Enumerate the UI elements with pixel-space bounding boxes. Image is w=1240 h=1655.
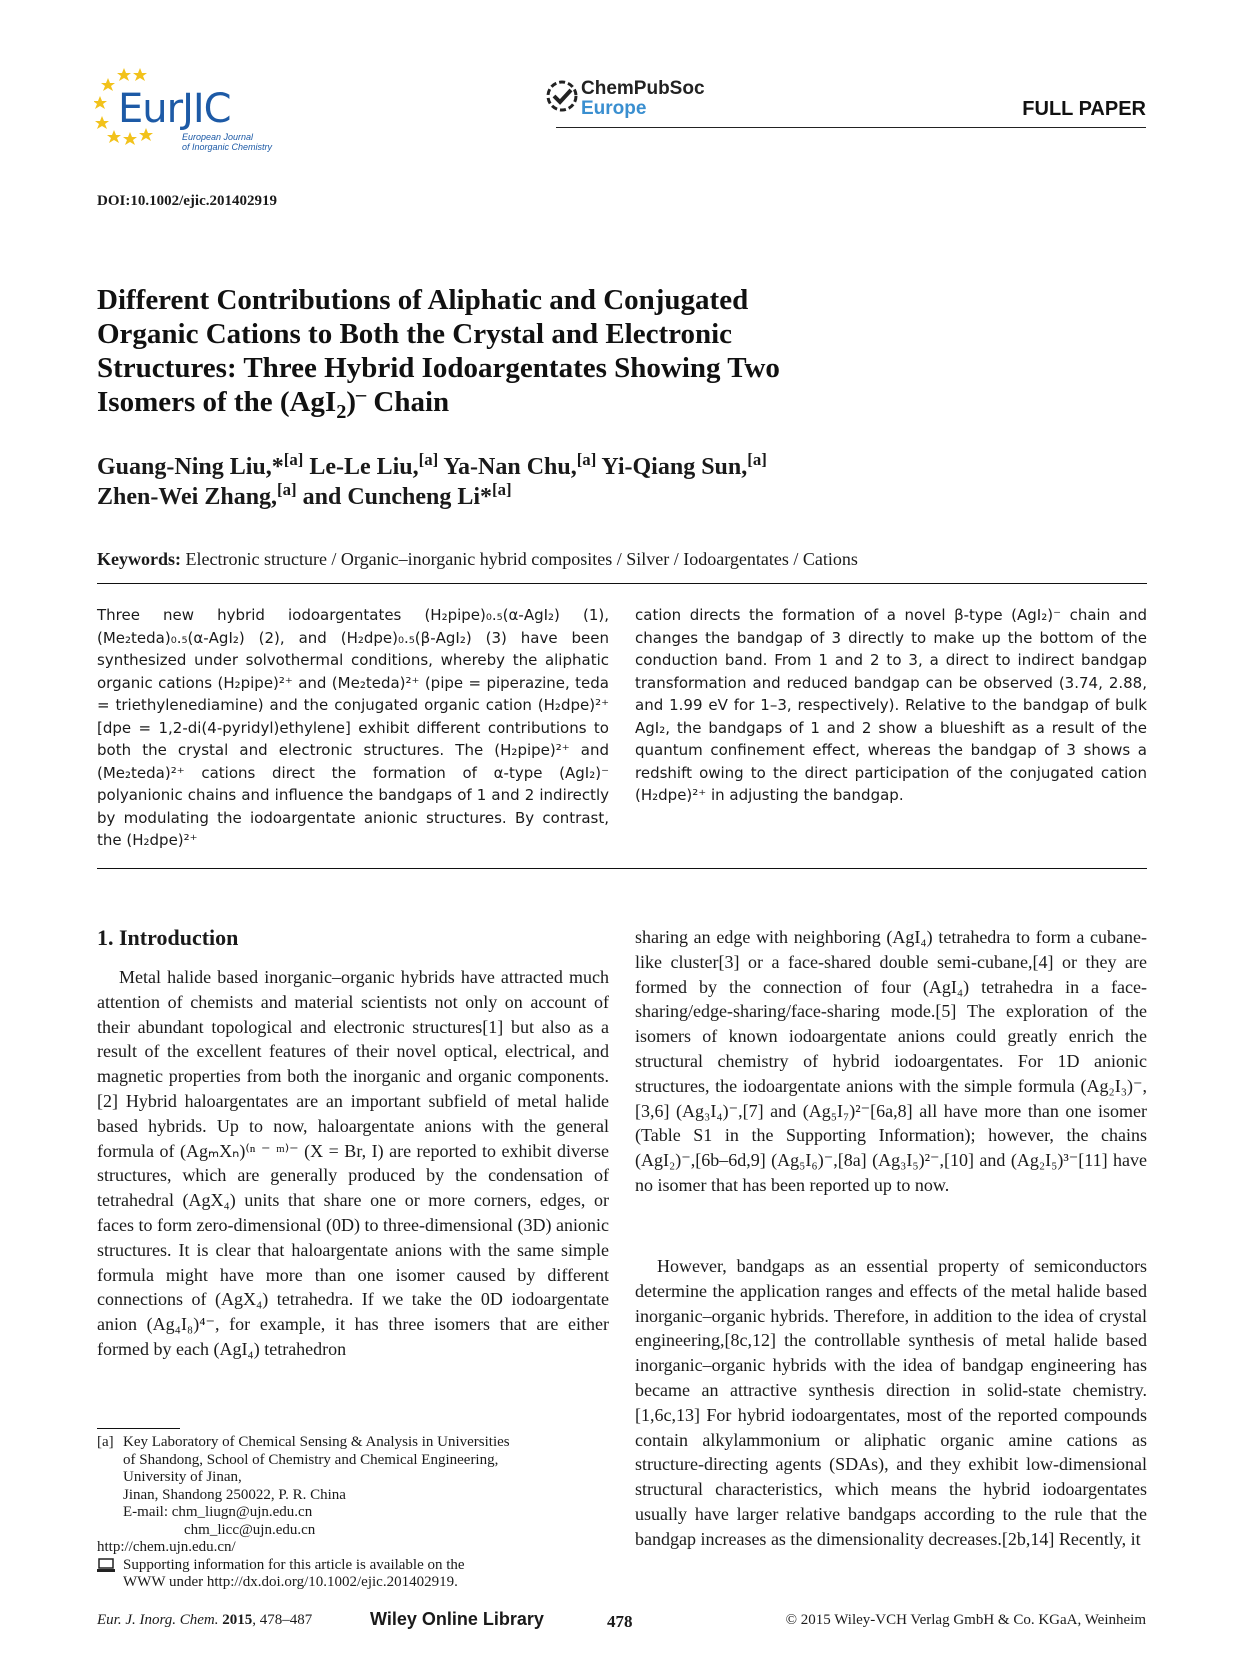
article-title: Different Contributions of Aliphatic and Conjugated Organic Cations to Both the Crystal and Electronic Structures: Three Hybrid Iodoargentates Showing Two Isomers of the (AgI$_2$)– Chain xyxy=(97,284,780,423)
footer-citation: Eur. J. Inorg. Chem. 2015, 478–487 xyxy=(97,1612,313,1628)
intro-left-paragraph: Metal halide based inorganic–organic hybrids have attracted much attention of chemists and material scientists not only on account of their abundant topological and electronic structures[1] but also as a result of the excellent features of their novel optical, electrical, and magnetic properties from both the inorganic and organic components.[2] Hybrid haloargentates are an important subfield of metal halide based hybrids. Up to now, haloargentate anions with the general formula of (AgₘXₙ)⁽ⁿ ⁻ ᵐ⁾⁻ (X = Br, I) are reported to exhibit diverse structures, which are generally produced by the condensation of tetrahedral (AgX₄) units that share one or more corners, edges, or faces to form zero-dimensional (0D) to three-dimensional (3D) anionic structures. It is clear that haloargentate anions with the same simple formula might have more than one isomer caused by different connections of (AgX₄) tetrahedra. If we take the 0D iodoargentate anion (Ag₄I₈)⁴⁻, for example, it has three isomers that are either formed by each (AgI₄) tetrahedron xyxy=(97,967,609,1359)
copyright: © 2015 Wiley-VCH Verlag GmbH & Co. KGaA, Weinheim xyxy=(785,1612,1146,1628)
computer-icon xyxy=(97,1557,123,1592)
affiliation-footnote: [a] Key Laboratory of Chemical Sensing & Analysis in Universities of Shandong, School of Chemistry and Chemical Engineering, University of Jinan, Jinan, Shandong 250022, P. R. China E-mail: chm_liugn@ujn.edu.cn chm_licc@ujn.edu.cn http://chem.ujn.edu.cn/ Supporting information for this article is available on the WWW under http://dx.doi.org/10.1002/ejic.201402919. xyxy=(97,1434,510,1590)
journal-logo xyxy=(94,66,294,156)
intro-right-paragraph-2: However, bandgaps as an essential property of semiconductors determine the application ranges and effects of the metal halide based inorganic–organic hybrids. Therefore, in addition to the idea of crystal engineering,[8c,12] the controllable synthesis of metal halide based inorganic–organic hybrids with the idea of bandgap engineering has became an attractive synthesis direction in solid-state chemistry.[1,6c,13] For hybrid iodoargentates, most of the reported compounds contain alkylammonium or aliphatic organic amine cations as structure-directing agents (SDAs), and they exhibit low-dimensional structural characteristics, which means the hybrid iodoargentates usually have larger relative bandgaps according to the rule that the bandgap increases as the dimensionality decreases.[2b,14] Recently, it xyxy=(635,1256,1147,1549)
journal-logo-subtitle: European Journal of Inorganic Chemistry xyxy=(182,132,273,152)
chempubsoc-emblem-icon xyxy=(545,76,579,116)
section-heading: 1. Introduction xyxy=(97,925,239,950)
author-list: Guang-Ning Liu,*[a] Le-Le Liu,[a] Ya-Nan Chu,[a] Yi-Qiang Sun,[a] Zhen-Wei Zhang,[a] and Cuncheng Li*[a] xyxy=(97,450,767,510)
keywords-rule xyxy=(97,583,1147,584)
publisher-logo-line2: Europe xyxy=(581,98,647,119)
wiley-online-library: Wiley Online Library xyxy=(370,1609,544,1629)
keywords: Keywords: Electronic structure / Organic–inorganic hybrid composites / Silver / Iodoargentates / Cations xyxy=(97,549,858,569)
doi: DOI:10.1002/ejic.201402919 xyxy=(97,193,277,209)
abstract-right: cation directs the formation of a novel β-type (AgI₂)⁻ chain and changes the bandgap of 3 directly to make up the bottom of the conduction band. From 1 and 2 to 3, a direct to indirect bandgap transformation and reduced bandgap can be observed (3.74, 2.88, and 1.99 eV for 1–3, respectively). Relative to the bandgap of bulk AgI₂, the bandgaps of 1 and 2 show a blueshift as a result of the quantum confinement effect, whereas the bandgap of 3 shows a redshift owing to the direct participation of the conjugated cation (H₂dpe)²⁺ in adjusting the bandgap. xyxy=(635,606,1147,804)
page-number: 478 xyxy=(607,1612,633,1631)
publisher-logo-line1: ChemPubSoc xyxy=(581,78,705,99)
intro-right-paragraph-1: sharing an edge with neighboring (AgI₄) tetrahedra to form a cubane-like cluster[3] or a face-shared double semi-cubane,[4] or they are formed by the connection of four (AgI₄) tetrahedra in a face-sharing/edge-sharing/face-sharing mode.[5] The exploration of the isomers of known iodoargentate anions could greatly enrich the structural chemistry of hybrid iodoargentates. For 1D anionic structures, the iodoargentate anions with the simple formula (Ag₂I₃)⁻,[3,6] (Ag₃I₄)⁻,[7] and (Ag₅I₇)²⁻[6a,8] all have more than one isomer (Table S1 in the Supporting Information); however, the chains (AgI₂)⁻,[6b–6d,9] (Ag₅I₆)⁻,[8a] (Ag₃I₅)²⁻,[10] and (Ag₂I₅)³⁻[11] have no isomer that has been reported up to now. xyxy=(635,927,1147,1195)
article-type: FULL PAPER xyxy=(1022,98,1146,120)
abstract-left: Three new hybrid iodoargentates (H₂pipe)₀.₅(α-AgI₂) (1), (Me₂teda)₀.₅(α-AgI₂) (2), and (H₂dpe)₀.₅(β-AgI₂) (3) have been synthesized under solvothermal conditions, whereby the aliphatic organic cations (H₂pipe)²⁺ and (Me₂teda)²⁺ (pipe = piperazine, teda = triethylenediamine) and the conjugated organic cation (H₂dpe)²⁺ [dpe = 1,2-di(4-pyridyl)ethylene] exhibit different contributions to both the crystal and electronic structures. The (H₂pipe)²⁺ and (Me₂teda)²⁺ cations direct the formation of α-type (AgI₂)⁻ polyanionic chains and influence the bandgaps of 1 and 2 indirectly by modulating the iodoargentate anionic structures. By contrast, the (H₂dpe)²⁺ xyxy=(97,606,609,849)
footnote-rule xyxy=(97,1428,180,1429)
publisher-logo xyxy=(545,76,725,122)
header-rule xyxy=(556,127,1146,128)
abstract-rule xyxy=(97,868,1147,869)
journal-logo-word: EurJIC xyxy=(118,86,231,132)
